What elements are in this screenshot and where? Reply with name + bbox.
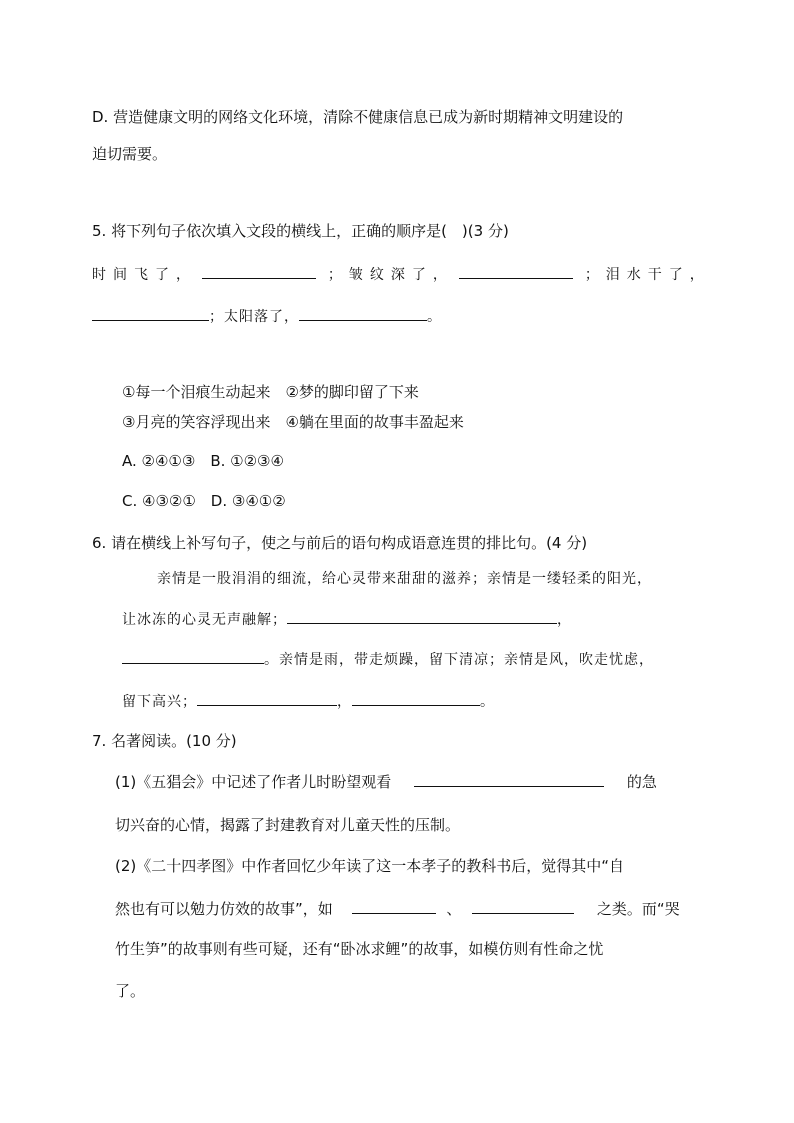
- q5-choices-line2: ③月亮的笑容浮现出来 ④躺在里面的故事丰盈起来: [122, 413, 464, 431]
- q4-d-line2: 迫切需要。: [92, 145, 168, 163]
- q5-text: 时间飞了，: [92, 267, 197, 283]
- q6-blank-3[interactable]: [197, 691, 337, 706]
- q5-blank-1[interactable]: [202, 264, 316, 279]
- q7-sub1-line1: [115, 772, 657, 792]
- q6-text: ，: [557, 612, 572, 628]
- q6-text: 。亲情是雨，带走烦躁，留下清凉；亲情是风，吹走忧虑，: [264, 652, 654, 668]
- q5-passage-line1: [92, 264, 711, 285]
- q5-text: ；泪水干了，: [584, 267, 711, 283]
- q7-blank-2[interactable]: [352, 899, 436, 914]
- q5-choices-line1: ①每一个泪痕生动起来 ②梦的脚印留了下来: [122, 383, 419, 401]
- q7-text: 的急: [626, 773, 657, 791]
- q6-blank-2[interactable]: [122, 649, 264, 664]
- q6-passage-line3: [122, 649, 654, 670]
- q5-blank-2[interactable]: [459, 264, 573, 279]
- q5-title: 5. 将下列句子依次填入文段的横线上，正确的顺序是( )(3 分): [92, 222, 509, 240]
- q5-blank-3[interactable]: [92, 306, 209, 321]
- q6-title: 6. 请在横线上补写句子，使之与前后的语句构成语意连贯的排比句。(4 分): [92, 534, 588, 552]
- q7-sub2-line2: [115, 899, 680, 919]
- q5-text: ；太阳落了，: [209, 309, 299, 325]
- q7-text: 、: [446, 900, 462, 918]
- q6-passage-line2: [122, 609, 572, 630]
- q5-text: 。: [427, 309, 442, 325]
- q5-answers-line2: C. ④③②① D. ③④①②: [122, 492, 286, 510]
- q7-sub2-line4: 了。: [115, 982, 146, 1000]
- q7-sub1-line2: 切兴奋的心情，揭露了封建教育对儿童天性的压制。: [115, 816, 461, 834]
- q4-d-line1: D. 营造健康文明的网络文化环境，清除不健康信息已成为新时期精神文明建设的: [92, 108, 624, 126]
- q6-passage-line4: [122, 691, 495, 712]
- q7-sub2-line1: (2)《二十四孝图》中作者回忆少年读了这一本孝子的教科书后，觉得其中“自: [115, 857, 625, 875]
- q7-blank-3[interactable]: [472, 899, 574, 914]
- q6-text: 让冰冻的心灵无声融解；: [122, 612, 287, 628]
- q5-passage-line2: [92, 306, 442, 327]
- q7-text: (1)《五猖会》中记述了作者儿时盼望观看: [115, 773, 392, 791]
- q7-text: 然也有可以勉力仿效的故事”，如: [115, 900, 333, 918]
- q6-blank-4[interactable]: [352, 691, 480, 706]
- q5-blank-4[interactable]: [299, 306, 427, 321]
- q6-blank-1[interactable]: [287, 609, 557, 624]
- q6-text: 留下高兴；: [122, 694, 197, 710]
- q7-sub2-line3: 竹生笋”的故事则有些可疑，还有“卧冰求鲤”的故事，如模仿则有性命之忧: [115, 940, 604, 958]
- q7-blank-1[interactable]: [414, 772, 604, 787]
- q6-passage-line1: 亲情是一股涓涓的细流，给心灵带来甜甜的滋养；亲情是一缕轻柔的阳光，: [157, 571, 652, 587]
- q6-text: 。: [480, 694, 495, 710]
- q6-text: ，: [337, 694, 352, 710]
- q5-answers-line1: A. ②④①③ B. ①②③④: [122, 452, 284, 470]
- q5-text: ；皱纹深了，: [327, 267, 454, 283]
- q7-title: 7. 名著阅读。(10 分): [92, 732, 237, 750]
- q7-text: 之类。而“哭: [596, 900, 680, 918]
